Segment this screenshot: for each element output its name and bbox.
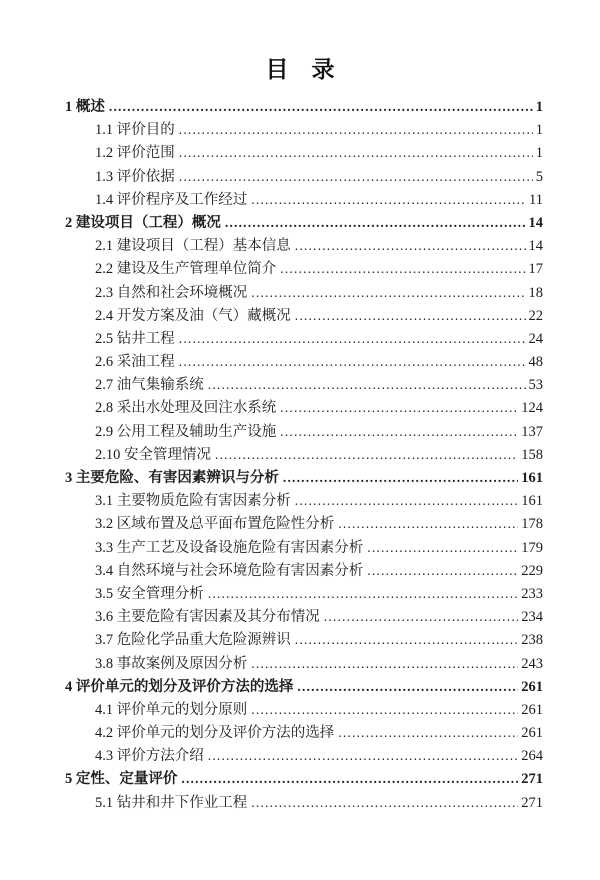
toc-entry-page: 5 [535,168,543,185]
toc-entry-label: 1.4 评价程序及工作经过 [95,191,248,208]
toc-leader-dots [280,396,518,420]
toc-entry [65,559,543,582]
toc-leader-dots [179,165,533,189]
toc-leader-dots [251,188,526,212]
toc-entry-label: 1.3 评价依据 [95,168,175,185]
toc-entry-page: 234 [521,609,543,626]
toc-entry [65,234,543,257]
toc-entry-label: 4.3 评价方法介绍 [95,748,204,765]
toc-entry-label: 3.7 危险化学品重大危险源辨识 [95,632,291,649]
toc-leader-dots [225,211,526,235]
toc-entry [65,257,543,280]
toc-leader-dots [280,257,525,281]
toc-entry [65,188,543,211]
toc-entry [65,443,543,466]
toc-entry-label: 3 主要危险、有害因素辨识与分析 [65,470,279,486]
toc-leader-dots [295,628,519,652]
toc-leader-dots [179,141,533,165]
toc-leader-dots [179,118,533,142]
toc-entry [65,698,543,721]
toc-entry-label: 5 定性、定量评价 [65,771,178,788]
toc-leader-dots [338,512,518,536]
toc-entry-label: 2.1 建设项目（工程）基本信息 [95,238,291,255]
toc-entry-page: 22 [528,307,543,324]
toc-entry [65,489,543,512]
toc-leader-dots [283,466,518,490]
toc-entry-page: 137 [521,423,543,440]
toc-entry-label: 3.3 生产工艺及设备设施危险有害因素分析 [95,539,364,556]
toc-leader-dots [208,744,519,768]
toc-entry-label: 3.1 主要物质危险有害因素分析 [95,493,291,510]
toc-entry-page: 161 [521,470,543,486]
toc-entry [65,118,543,141]
toc-entry-page: 158 [521,446,543,463]
toc-entry-label: 1 概述 [65,99,105,115]
toc-entry [65,281,543,304]
toc-entry-page: 11 [529,191,543,208]
toc-leader-dots [179,350,526,374]
toc-entry [65,652,543,675]
toc-entry-label: 4.1 评价单元的划分原则 [95,701,248,718]
toc-entry-page: 1 [535,145,543,162]
toc-entry-page: 14 [528,238,543,255]
toc-leader-dots [280,420,518,444]
toc-entry [65,396,543,419]
toc-entry-label: 5.1 钻井和井下作业工程 [95,794,248,811]
toc-leader-dots [324,605,519,629]
toc-entry [65,582,543,605]
toc-entry-page: 14 [528,214,543,231]
toc-entry-label: 2.6 采油工程 [95,354,175,371]
toc-entry-page: 264 [521,748,543,765]
toc-entry-label: 2.4 开发方案及油（气）藏概况 [95,307,291,324]
toc-entry-label: 2.2 建设及生产管理单位简介 [95,261,277,278]
toc-leader-dots [208,373,526,397]
toc-entry-label: 2.8 采出水处理及回注水系统 [95,400,277,417]
toc-entry [65,744,543,767]
toc-entry [65,95,543,118]
toc-leader-dots [181,767,518,791]
toc-entry [65,350,543,373]
toc-entry-label: 4 评价单元的划分及评价方法的选择 [65,678,294,695]
toc-leader-dots [297,675,518,699]
toc-entry-label: 1.2 评价范围 [95,145,175,162]
toc-entry-page: 261 [521,725,543,742]
toc-entry-page: 261 [521,678,543,695]
toc-entry [65,605,543,628]
toc-entry-page: 271 [521,771,543,788]
toc-entry-label: 2.7 油气集输系统 [95,377,204,394]
toc-entry [65,165,543,188]
toc-entry-label: 3.8 事故案例及原因分析 [95,655,248,672]
toc-entry-page: 48 [528,354,543,371]
toc-entry [65,211,543,234]
toc-entry [65,675,543,698]
toc-entry-page: 1 [535,122,543,139]
toc-entry-label: 3.2 区域布置及总平面布置危险性分析 [95,516,335,533]
toc-entry [65,512,543,535]
toc-entry-label: 2.9 公用工程及辅助生产设施 [95,423,277,440]
toc-entry-page: 243 [521,655,543,672]
toc-entry-label: 2.5 钻井工程 [95,330,175,347]
toc-entry [65,791,543,814]
toc-entry-page: 261 [521,701,543,718]
toc-entry [65,373,543,396]
toc-entry-label: 1.1 评价目的 [95,122,175,139]
toc-entry-label: 2 建设项目（工程）概况 [65,214,221,231]
page-title: 目 录 [265,57,335,82]
toc-leader-dots [295,489,519,513]
toc-leader-dots [109,95,533,119]
toc-entry-page: 1 [535,99,543,115]
toc-leader-dots [295,234,526,258]
toc-entry-page: 179 [521,539,543,556]
toc-leader-dots [251,281,525,305]
toc-entry [65,420,543,443]
toc-leader-dots [338,721,518,745]
toc-entry-page: 17 [528,261,543,278]
toc-leader-dots [295,304,526,328]
toc-entry [65,536,543,559]
toc-entry-page: 124 [521,400,543,417]
toc-entry-label: 3.4 自然环境与社会环境危险有害因素分析 [95,562,364,579]
toc-entry-page: 18 [528,284,543,301]
toc-entry [65,141,543,164]
toc-entry-label: 3.6 主要危险有害因素及其分布情况 [95,609,320,626]
toc-entry [65,327,543,350]
toc-leader-dots [179,327,526,351]
toc-entry-page: 233 [521,585,543,602]
toc-leader-dots [215,443,518,467]
toc-entry [65,466,543,489]
toc-leader-dots [251,791,518,815]
toc-entry-page: 238 [521,632,543,649]
toc-entry-label: 3.5 安全管理分析 [95,585,204,602]
toc-leader-dots [367,536,518,560]
toc-entry [65,721,543,744]
toc-leader-dots [251,652,518,676]
toc-leader-dots [367,559,518,583]
toc-entry-page: 53 [528,377,543,394]
toc-entry-page: 271 [521,794,543,811]
toc-entry-page: 178 [521,516,543,533]
toc-entry [65,767,543,790]
toc-entry-page: 24 [528,330,543,347]
toc-leader-dots [251,698,518,722]
toc-entry-label: 4.2 评价单元的划分及评价方法的选择 [95,725,335,742]
toc-entry [65,304,543,327]
toc-entry [65,628,543,651]
toc-entry-page: 229 [521,562,543,579]
toc-list [65,95,543,814]
toc-entry-label: 2.3 自然和社会环境概况 [95,284,248,301]
toc-entry-label: 2.10 安全管理情况 [95,446,211,463]
toc-entry-page: 161 [521,493,543,510]
toc-leader-dots [208,582,519,606]
